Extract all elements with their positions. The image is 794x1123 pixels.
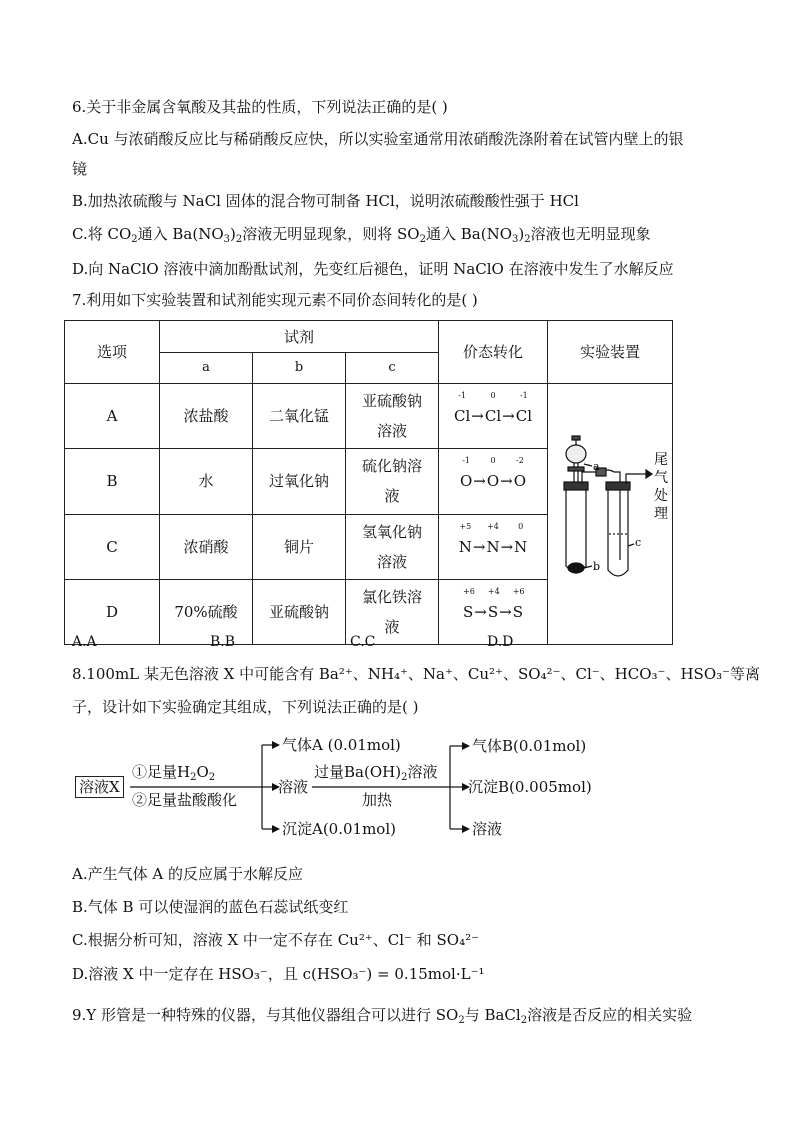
header-c: c: [346, 353, 439, 384]
q8-option-a: A.产生气体 A 的反应属于水解反应: [72, 865, 303, 883]
q7-choice-c[interactable]: C.C: [350, 634, 376, 650]
valence-change: +6 S→ +4 S→ +6 S: [439, 579, 548, 644]
valence-change: -1 O→ 0 O→ -2 O: [439, 449, 548, 514]
flow-gas-a: 气体A (0.01mol): [282, 736, 401, 754]
apparatus-label-b: b: [593, 560, 601, 573]
q8-option-c: C.根据分析可知，溶液 X 中一定不存在 Cu²⁺、Cl⁻ 和 SO₄²⁻: [72, 931, 480, 949]
q7-choice-d[interactable]: D.D: [487, 634, 514, 650]
table-row: B 水 过氧化钠 硫化钠溶 液 -1 O→ 0 O→ -2 O: [65, 449, 673, 514]
flow-solution-2: 溶液: [472, 820, 503, 838]
apparatus-label-c: c: [635, 536, 642, 549]
q7-stem: 7.利用如下实验装置和试剂能实现元素不同价态间转化的是( ): [72, 291, 478, 309]
header-reagent: 试剂: [160, 321, 439, 353]
svg-text:气: 气: [654, 470, 668, 486]
q6-option-c: C.将 $CO_2$通入 $Ba(NO_3)_2$溶液无明显现象，则将 $SO_2$通入 $Ba(NO_3)_2$溶液也无明显现象: [72, 225, 651, 245]
header-option: 选项: [65, 321, 160, 384]
table-row: C 浓硝酸 铜片 氢氧化钠 溶液 +5 N→ +4 N→ 0 N: [65, 514, 673, 579]
q8-stem-cont: 子，设计如下实验确定其组成，下列说法正确的是( ): [72, 698, 419, 716]
table-row: D 70%硫酸 亚硫酸钠 氯化铁溶 液 +6 S→ +4 S→ +6 S: [65, 579, 673, 644]
q8-option-d: D.溶液 X 中一定存在 HSO₃⁻，且 c(HSO₃⁻) = 0.15mol·L⁻¹: [72, 965, 485, 983]
flow-precipitate-a: 沉淀A(0.01mol): [282, 820, 396, 838]
header-b: b: [253, 353, 346, 384]
flow-solution: 溶液: [278, 778, 309, 796]
apparatus-label-a: a: [593, 460, 600, 473]
q7-choice-a[interactable]: A.A: [72, 634, 97, 650]
flow-step2: ②足量盐酸酸化: [132, 791, 238, 809]
flow-step1: ①足量$H_2O_2$: [132, 763, 216, 783]
q6-option-a: A.Cu 与浓硝酸反应比与稀硝酸反应快，所以实验室通常用浓硝酸洗涤附着在试管内壁上的银: [72, 130, 684, 148]
flow-reagent: 过量$Ba(OH)_2$溶液: [314, 763, 438, 783]
valence-change: -1 Cl→ 0 Cl→ -1 Cl: [439, 384, 548, 449]
svg-text:理: 理: [654, 506, 668, 522]
flow-heat: 加热: [362, 791, 393, 809]
q7-choice-b[interactable]: B.B: [210, 634, 236, 650]
q9-stem: 9.Y 形管是一种特殊的仪器，与其他仪器组合可以进行 $SO_2$与 BaCl$_2$溶液是否反应的相关实验: [72, 1006, 693, 1026]
header-a: a: [160, 353, 253, 384]
q8-stem: 8.100mL 某无色溶液 X 中可能含有 Ba²⁺、NH₄⁺、Na⁺、Cu²⁺、SO₄²⁻、Cl⁻、HCO₃⁻、HSO₃⁻等离: [72, 665, 761, 683]
header-valence: 价态转化: [439, 321, 548, 384]
valence-change: +5 N→ +4 N→ 0 N: [439, 514, 548, 579]
q6-option-a-cont: 镜: [72, 160, 88, 178]
q6-option-b: B.加热浓硫酸与 NaCl 固体的混合物可制备 HCl，说明浓硫酸酸性强于 HCl: [72, 192, 579, 210]
table-row: A 浓盐酸 二氧化锰 亚硫酸钠 溶液 -1 Cl→ 0 Cl→ -1 Cl a b c 尾 气 处 理: [65, 384, 673, 449]
flow-gas-b: 气体B(0.01mol): [472, 737, 587, 755]
q6-option-d: D.向 NaClO 溶液中滴加酚酞试剂，先变红后褪色，证明 NaClO 在溶液中发生了水解反应: [72, 260, 674, 278]
q8-option-b: B.气体 B 可以使湿润的蓝色石蕊试纸变红: [72, 898, 349, 916]
svg-text:处: 处: [654, 488, 668, 504]
flow-start-box: 溶液X: [75, 776, 124, 798]
flow-precipitate-b: 沉淀B(0.005mol): [468, 778, 592, 796]
header-apparatus: 实验装置: [548, 321, 673, 384]
svg-text:尾: 尾: [654, 452, 668, 468]
q6-stem: 6.关于非金属含氧酸及其盐的性质，下列说法正确的是( ): [72, 98, 448, 116]
